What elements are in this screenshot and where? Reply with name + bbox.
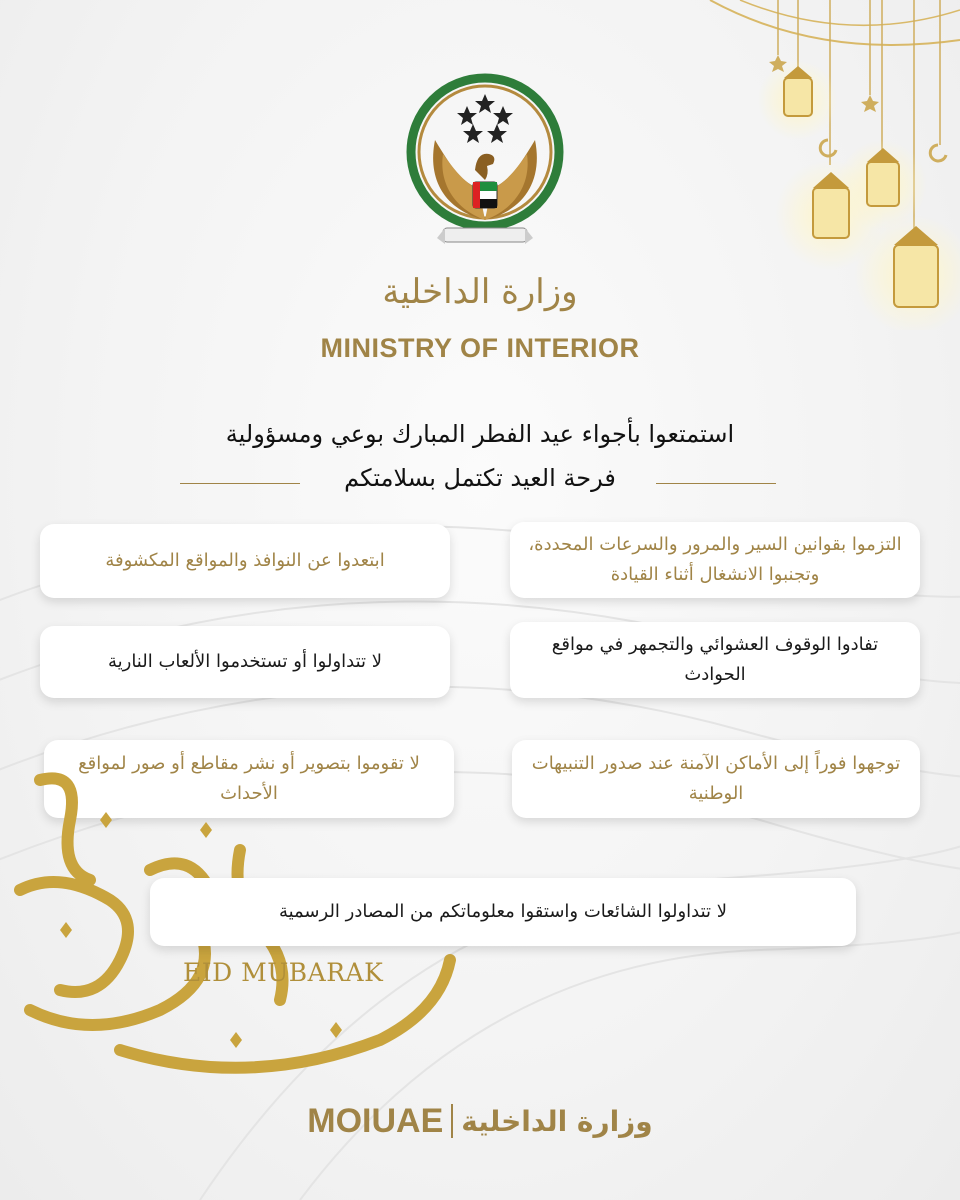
tip-text: لا تتداولوا أو تستخدموا الألعاب النارية bbox=[107, 651, 383, 673]
hanging-lanterns bbox=[700, 0, 960, 330]
ministry-title-english: MINISTRY OF INTERIOR bbox=[320, 333, 640, 363]
tip-text: التزموا بقوانين السير والمرور والسرعات المحددة، وتجنبوا الانشغال أثناء القيادة bbox=[528, 534, 902, 585]
tip-card-traffic bbox=[510, 522, 920, 598]
tip-card-safe-places bbox=[512, 740, 920, 818]
ministry-title-arabic: وزارة الداخلية bbox=[382, 272, 578, 312]
footer-brand: MOIUAE bbox=[307, 1101, 444, 1140]
tip-text: تفادوا الوقوف العشوائي والتجمهر في مواقع الحوادث bbox=[551, 634, 879, 685]
tip-card-fireworks bbox=[40, 626, 450, 698]
divider-right bbox=[656, 483, 776, 484]
tip-text: ابتعدوا عن النوافذ والمواقع المكشوفة bbox=[105, 550, 385, 572]
eid-mubarak-text: EID MUBARAK bbox=[183, 958, 384, 987]
intro-line-2: فرحة العيد تكتمل بسلامتكم bbox=[344, 464, 616, 492]
tip-text: توجهوا فوراً إلى الأماكن الآمنة عند صدور التنبيهات الوطنية bbox=[531, 753, 901, 804]
tip-card-accident-sites bbox=[510, 622, 920, 698]
ministry-emblem bbox=[405, 70, 565, 260]
footer-ministry-arabic: وزارة الداخلية bbox=[461, 1104, 653, 1138]
tip-card-windows bbox=[40, 524, 450, 598]
divider-left bbox=[180, 483, 300, 484]
intro-line-1: استمتعوا بأجواء عيد الفطر المبارك بوعي ومسؤولية bbox=[225, 420, 735, 448]
tip-text: لا تقوموا بتصوير أو نشر مقاطع أو صور لمواقع الأحداث bbox=[78, 753, 420, 804]
tip-card-rumors bbox=[150, 878, 856, 946]
tip-text: لا تتداولوا الشائعات واستقوا معلوماتكم من المصادر الرسمية bbox=[278, 901, 728, 923]
footer-divider bbox=[451, 1104, 453, 1138]
footer-branding bbox=[0, 1096, 960, 1146]
